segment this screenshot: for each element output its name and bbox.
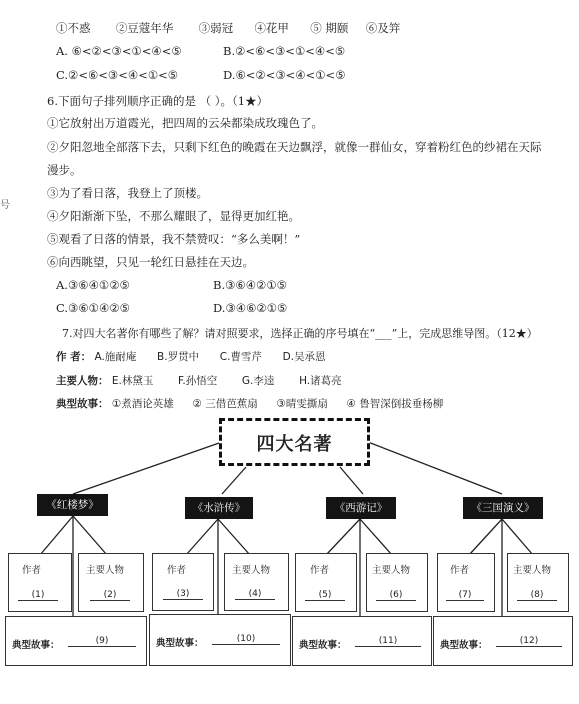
q6-sentence-5: ⑤观看了日落的情景，我不禁赞叹：“多么美啊！”	[47, 232, 301, 246]
author-label-2: 作者	[167, 565, 187, 576]
q6-sentence-3: ③为了看日落，我登上了顶楼。	[47, 186, 208, 200]
q7-character: G.李逵	[241, 375, 275, 387]
blank-6[interactable]: (6)	[376, 590, 416, 601]
margin-mark: 号	[0, 200, 10, 211]
q6-sentence-2-cont: 漫步。	[47, 163, 82, 177]
q7-stories-label: 典型故事：	[56, 398, 109, 410]
q7-character: H.诸葛亮	[299, 375, 342, 387]
q5-option-a[interactable]: A. ⑥<②<③<①<④<⑤	[56, 44, 182, 58]
blank-12[interactable]: (12)	[496, 636, 562, 647]
q7-story: ② 三借芭蕉扇	[192, 398, 258, 410]
story-box-2	[149, 614, 291, 666]
q7-author: D.吴承恩	[282, 351, 326, 363]
q7-character: E.林黛玉	[111, 375, 154, 387]
blank-5[interactable]: (5)	[305, 590, 345, 601]
q5-option-b[interactable]: B.②<⑥<③<①<④<⑤	[223, 44, 346, 58]
story-box-4	[433, 616, 573, 666]
q6-option-a[interactable]: A.③⑥④①②⑤	[56, 278, 130, 292]
character-label-1: 主要人物	[86, 565, 125, 576]
q7-author: A.施耐庵	[94, 351, 137, 363]
story-box-1	[5, 616, 147, 666]
q5-item: ①不惑	[56, 21, 91, 35]
q6-sentence-4: ④夕阳渐渐下坠，不那么耀眼了，显得更加红艳。	[47, 209, 300, 223]
q7-authors-label: 作 者：	[56, 351, 92, 363]
q5-item: ④花甲	[254, 21, 289, 35]
book-title-2: 《水浒传》	[185, 497, 253, 519]
q7-author: C.曹雪芹	[219, 351, 262, 363]
blank-8[interactable]: (8)	[517, 590, 557, 601]
story-label-2: 典型故事：	[156, 638, 204, 649]
blank-2[interactable]: (2)	[90, 590, 130, 601]
q7-story: ①煮酒论英雄	[111, 398, 174, 410]
character-label-2: 主要人物	[232, 565, 271, 576]
book-title-3: 《西游记》	[326, 497, 396, 519]
story-box-3	[292, 616, 432, 666]
q5-option-c[interactable]: C.②<⑥<③<④<①<⑤	[56, 68, 179, 82]
blank-10[interactable]: (10)	[212, 634, 280, 645]
center-title: 四大名著	[256, 434, 333, 455]
story-label-4: 典型故事：	[440, 640, 488, 651]
q7-characters-label: 主要人物：	[56, 375, 109, 387]
q6-question: 6.下面句子排列顺序正确的是 （ ）。（1★）	[47, 94, 269, 108]
q7-question: 7.对四大名著你有哪些了解？请对照要求，选择正确的序号填在“___”上，完成思维导图。（12★）	[62, 327, 538, 340]
book-title-4: 《三国演义》	[463, 497, 543, 519]
story-label-1: 典型故事：	[12, 640, 60, 651]
author-label-1: 作者	[22, 565, 42, 576]
q7-story: ④ 鲁智深倒拔垂杨柳	[346, 398, 444, 410]
q7-character: F.孙悟空	[178, 375, 218, 387]
q6-option-c[interactable]: C.③⑥①④②⑤	[56, 301, 130, 315]
author-label-3: 作者	[310, 565, 330, 576]
blank-1[interactable]: (1)	[18, 590, 58, 601]
q6-option-d[interactable]: D.③④⑥②①⑤	[213, 301, 288, 315]
q6-sentence-6: ⑥向西眺望，只见一轮红日悬挂在天边。	[47, 255, 254, 269]
character-label-3: 主要人物	[372, 565, 411, 576]
blank-11[interactable]: (11)	[355, 636, 421, 647]
q5-item: ③弱冠	[198, 21, 234, 35]
story-label-3: 典型故事：	[299, 640, 347, 651]
blank-7[interactable]: (7)	[446, 590, 484, 601]
q7-author: B.罗贯中	[157, 351, 200, 363]
center-node	[219, 418, 370, 466]
character-label-4: 主要人物	[513, 565, 552, 576]
book-title-1: 《红楼梦》	[37, 494, 108, 516]
blank-3[interactable]: (3)	[163, 589, 203, 600]
author-label-4: 作者	[450, 565, 470, 576]
q5-item: ②豆蔻年华	[115, 21, 174, 35]
q5-item: ⑤ 期颐	[310, 21, 349, 35]
q7-story: ③晴雯撕扇	[276, 398, 328, 410]
blank-9[interactable]: (9)	[68, 636, 136, 647]
q6-option-b[interactable]: B.③⑥④②①⑤	[213, 278, 287, 292]
q5-item: ⑥及笄	[365, 21, 401, 35]
blank-4[interactable]: (4)	[235, 589, 275, 600]
q5-option-d[interactable]: D.⑥<②<③<④<①<⑤	[223, 68, 346, 82]
q6-sentence-2: ②夕阳忽地全部落下去，只剩下红色的晚霞在天边飘浮，就像一群仙女，穿着粉红色的纱裙在天际	[47, 140, 542, 154]
q6-sentence-1: ①它放射出万道霞光，把四周的云朵都染成玫瑰色了。	[47, 116, 323, 130]
